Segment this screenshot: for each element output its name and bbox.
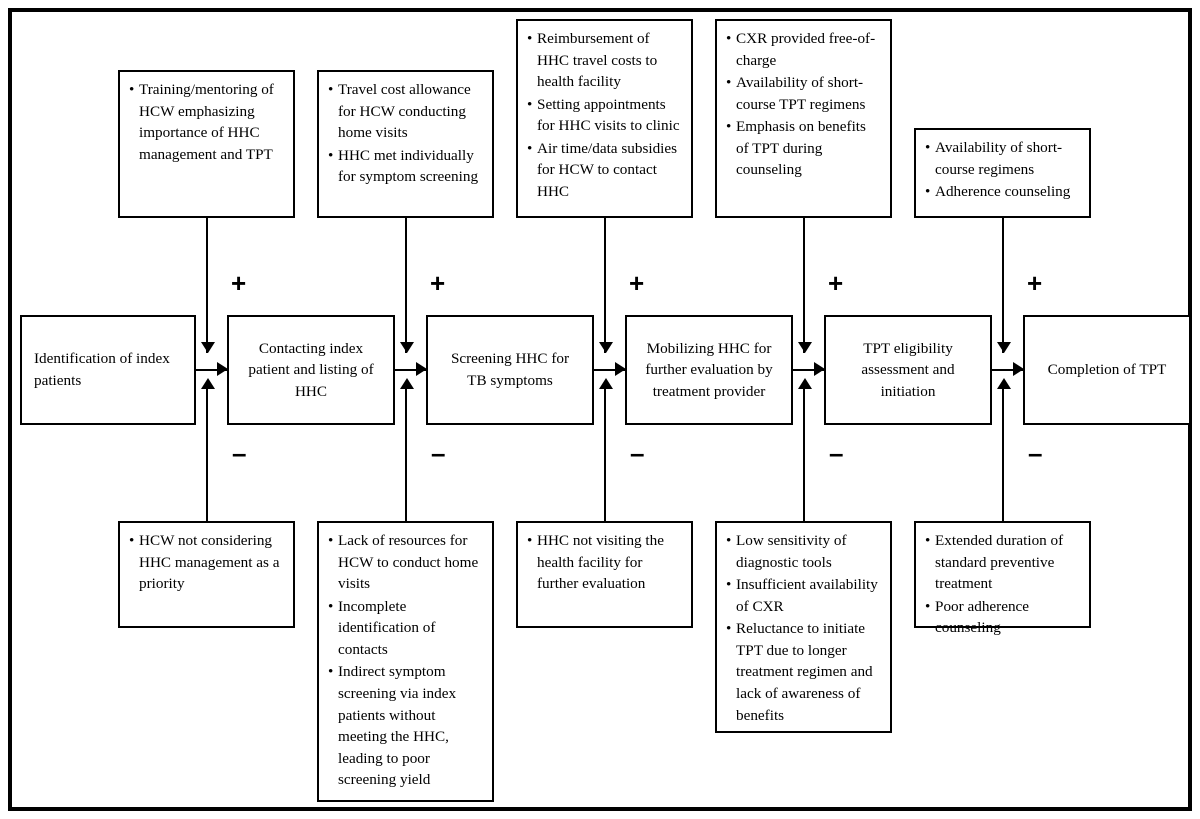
facilitator-box-4 — [715, 19, 892, 218]
stage-box-5 — [824, 315, 992, 425]
stage-box-6 — [1023, 315, 1191, 425]
plus-sign-4: + — [828, 268, 844, 298]
arrowhead-facilitator-3 — [599, 342, 613, 353]
facilitator-item: • Air time/data subsidies for HCW to contact HHC — [527, 138, 682, 203]
stage-box-3 — [426, 315, 594, 425]
barrier-list-2 — [328, 530, 483, 791]
barrier-box-1 — [118, 521, 295, 628]
plus-sign-3: + — [629, 268, 645, 298]
facilitator-item: • Emphasis on benefits of TPT during counseling — [726, 116, 881, 181]
facilitator-list-2 — [328, 79, 483, 188]
stage-box-4 — [625, 315, 793, 425]
stage-label-3: Screening HHC for TB symptoms — [450, 350, 570, 389]
plus-sign-5: + — [1027, 268, 1043, 298]
facilitator-item: • Travel cost allowance for HCW conducting home visits — [328, 79, 483, 144]
barrier-item: • Incomplete identification of contacts — [328, 596, 483, 661]
facilitator-item: • CXR provided free-of-charge — [726, 28, 881, 71]
arrowhead-barrier-2 — [400, 378, 414, 389]
facilitator-list-5 — [925, 137, 1080, 203]
diagram-canvas — [12, 12, 1188, 807]
arrowhead-barrier-5 — [997, 378, 1011, 389]
connector-barrier-2 — [405, 387, 407, 522]
facilitator-item: • HHC met individually for symptom screening — [328, 145, 483, 188]
barrier-box-3 — [516, 521, 693, 628]
facilitator-item: • Availability of short-course TPT regimens — [726, 72, 881, 115]
barrier-item: • Low sensitivity of diagnostic tools — [726, 530, 881, 573]
minus-sign-1: – — [232, 438, 247, 468]
minus-sign-5: – — [1028, 438, 1043, 468]
stage-label-5: TPT eligibility assessment and initiation — [861, 339, 955, 400]
facilitator-list-3 — [527, 28, 682, 203]
plus-sign-2: + — [430, 268, 446, 298]
barrier-list-4 — [726, 530, 881, 726]
connector-barrier-3 — [604, 387, 606, 522]
connector-barrier-5 — [1002, 387, 1004, 522]
arrowhead-facilitator-5 — [997, 342, 1011, 353]
stage-label-6: Completion of TPT — [1047, 361, 1167, 379]
barrier-list-3 — [527, 530, 682, 595]
barrier-item: • Lack of resources for HCW to conduct home visits — [328, 530, 483, 595]
barrier-list-5 — [925, 530, 1080, 639]
stage-label-4: Mobilizing HHC for further evaluation by treatment provider — [645, 339, 773, 400]
facilitator-box-3 — [516, 19, 693, 218]
connector-barrier-1 — [206, 387, 208, 522]
arrowhead-barrier-4 — [798, 378, 812, 389]
barrier-box-2 — [317, 521, 494, 802]
facilitator-item: • Adherence counseling — [925, 181, 1080, 203]
facilitator-item: • Setting appointments for HHC visits to clinic — [527, 94, 682, 137]
barrier-item: • Indirect symptom screening via index patients without meeting the HHC, leading to poor screening yield — [328, 661, 483, 790]
stage-label-1: Identification of index patients — [34, 350, 170, 389]
arrowhead-facilitator-1 — [201, 342, 215, 353]
barrier-item: • Reluctance to initiate TPT due to longer treatment regimen and lack of awareness of benefits — [726, 618, 881, 726]
barrier-list-1 — [129, 530, 284, 595]
minus-sign-4: – — [829, 438, 844, 468]
connector-facilitator-2 — [405, 217, 407, 353]
stage-box-1 — [20, 315, 196, 425]
facilitator-list-4 — [726, 28, 881, 181]
connector-facilitator-3 — [604, 217, 606, 353]
plus-sign-1: + — [231, 268, 247, 298]
connector-barrier-4 — [803, 387, 805, 522]
facilitator-item: • Availability of short-course regimens — [925, 137, 1080, 180]
connector-facilitator-4 — [803, 217, 805, 353]
arrowhead-facilitator-4 — [798, 342, 812, 353]
connector-facilitator-1 — [206, 217, 208, 353]
facilitator-item: • Training/mentoring of HCW emphasizing importance of HHC management and TPT — [129, 79, 284, 165]
arrowhead-barrier-3 — [599, 378, 613, 389]
barrier-item: • HHC not visiting the health facility for further evaluation — [527, 530, 682, 595]
minus-sign-2: – — [431, 438, 446, 468]
facilitator-box-5 — [914, 128, 1091, 218]
barrier-box-5 — [914, 521, 1091, 637]
stage-box-2 — [227, 315, 395, 425]
arrowhead-barrier-1 — [201, 378, 215, 389]
facilitator-item: • Reimbursement of HHC travel costs to health facility — [527, 28, 682, 93]
connector-facilitator-5 — [1002, 217, 1004, 353]
minus-sign-3: – — [630, 438, 645, 468]
facilitator-box-1 — [118, 70, 295, 218]
barrier-item: • Extended duration of standard preventive treatment — [925, 530, 1080, 595]
arrowhead-facilitator-2 — [400, 342, 414, 353]
facilitator-box-2 — [317, 70, 494, 218]
barrier-item: • Poor adherence counseling — [925, 596, 1080, 639]
facilitator-list-1 — [129, 79, 284, 165]
barrier-item: • Insufficient availability of CXR — [726, 574, 881, 617]
stage-label-2: Contacting index patient and listing of HHC — [248, 339, 374, 400]
diagram-frame — [8, 8, 1192, 811]
barrier-item: • HCW not considering HHC management as a priority — [129, 530, 284, 595]
barrier-box-4 — [715, 521, 892, 733]
